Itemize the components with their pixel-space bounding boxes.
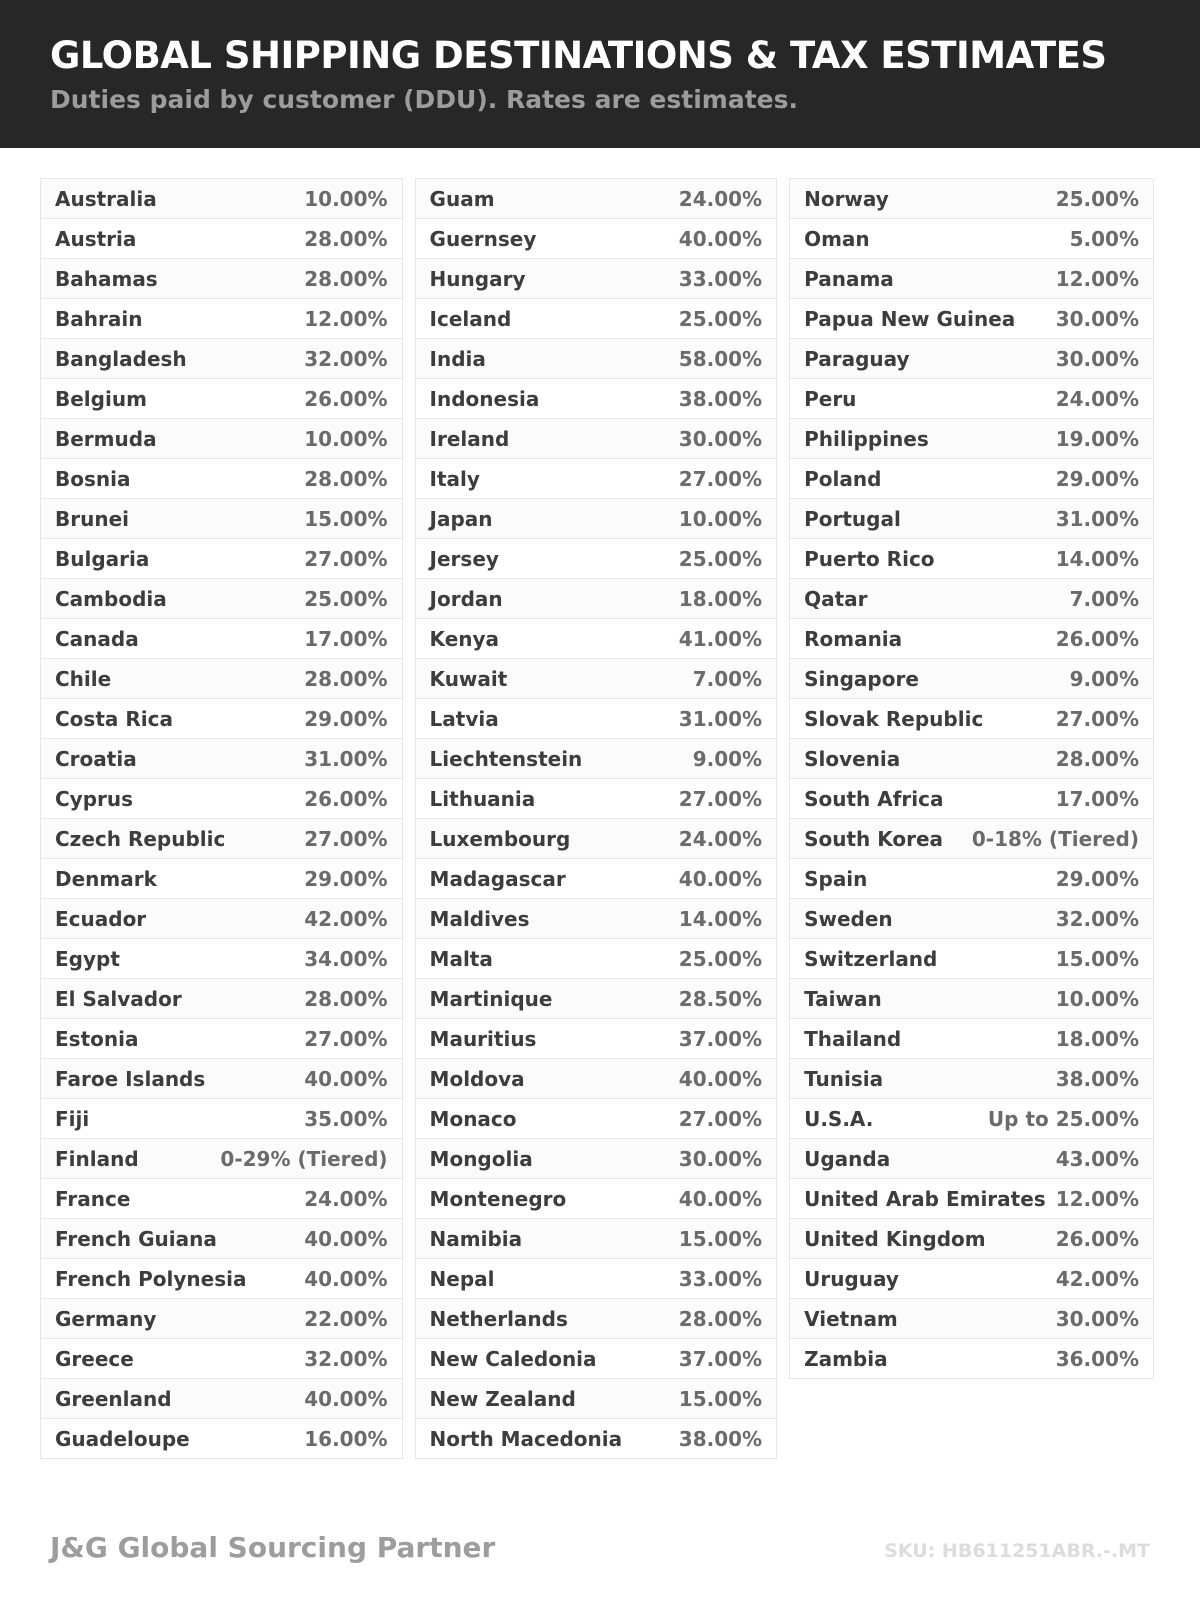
table-row: [789, 1219, 1154, 1259]
tax-rate: 37.00%: [678, 1346, 763, 1371]
tax-rate: Up to 25.00%: [987, 1106, 1140, 1131]
tax-rate: 29.00%: [304, 706, 388, 731]
table-row: [415, 1339, 778, 1379]
country-name: North Macedonia: [429, 1426, 623, 1451]
table-row: [789, 779, 1154, 819]
table-row: [789, 979, 1154, 1019]
country-name: Spain: [804, 866, 868, 891]
tax-rate: 9.00%: [692, 746, 763, 771]
tax-rate: 40.00%: [678, 1066, 763, 1091]
tax-rate: 28.00%: [304, 986, 388, 1011]
tax-rate: 32.00%: [1055, 906, 1140, 931]
country-name: Ireland: [429, 426, 510, 451]
country-name: Denmark: [55, 866, 157, 891]
table-row: [789, 339, 1154, 379]
country-name: France: [55, 1186, 131, 1211]
page-subtitle: Duties paid by customer (DDU). Rates are estimates.: [50, 85, 798, 114]
table-row: [40, 699, 403, 739]
page-title: GLOBAL SHIPPING DESTINATIONS & TAX ESTIMATES: [50, 34, 1107, 77]
country-name: Paraguay: [804, 346, 910, 371]
country-name: Latvia: [429, 706, 499, 731]
tax-rate: 5.00%: [1069, 226, 1140, 251]
tax-rate: 43.00%: [1055, 1146, 1140, 1171]
country-name: French Guiana: [55, 1226, 217, 1251]
country-name: Switzerland: [804, 946, 938, 971]
tax-rate: 42.00%: [304, 906, 388, 931]
table-row: [415, 979, 778, 1019]
country-name: Taiwan: [804, 986, 882, 1011]
country-name: French Polynesia: [55, 1266, 247, 1291]
country-name: United Kingdom: [804, 1226, 986, 1251]
tax-rate: 27.00%: [678, 1106, 763, 1131]
tax-rate: 41.00%: [678, 626, 763, 651]
table-row: [415, 1259, 778, 1299]
table-row: [415, 459, 778, 499]
tax-rate: 30.00%: [1055, 306, 1140, 331]
tax-rate: 34.00%: [304, 946, 388, 971]
table-row: [789, 739, 1154, 779]
table-row: [789, 1339, 1154, 1379]
tax-rate: 28.00%: [678, 1306, 763, 1331]
table-row: [789, 1299, 1154, 1339]
country-name: Bermuda: [55, 426, 157, 451]
tax-rate: 32.00%: [304, 1346, 388, 1371]
country-name: Croatia: [55, 746, 137, 771]
country-name: Greenland: [55, 1386, 172, 1411]
tax-rate: 9.00%: [1069, 666, 1140, 691]
table-row: [40, 1299, 403, 1339]
tax-rate: 10.00%: [304, 426, 388, 451]
table-row: [789, 419, 1154, 459]
tax-rate: 40.00%: [304, 1066, 388, 1091]
tax-rate: 30.00%: [1055, 346, 1140, 371]
country-name: Australia: [55, 186, 157, 211]
tax-rate: 27.00%: [1055, 706, 1140, 731]
country-name: Puerto Rico: [804, 546, 935, 571]
table-row: [789, 1099, 1154, 1139]
table-row: [40, 659, 403, 699]
country-name: Faroe Islands: [55, 1066, 206, 1091]
tax-rate: 16.00%: [304, 1426, 388, 1451]
tax-rate: 28.00%: [304, 666, 388, 691]
tax-rate: 0-29% (Tiered): [220, 1146, 388, 1171]
table-row: [40, 179, 403, 219]
country-name: Cambodia: [55, 586, 167, 611]
table-row: [40, 379, 403, 419]
table-row: [415, 1379, 778, 1419]
table-row: [40, 1219, 403, 1259]
country-name: Nepal: [429, 1266, 495, 1291]
table-row: [40, 219, 403, 259]
country-name: Canada: [55, 626, 139, 651]
tax-rate: 12.00%: [1055, 1186, 1140, 1211]
tax-rate: 30.00%: [1055, 1306, 1140, 1331]
table-row: [415, 299, 778, 339]
table-row: [40, 939, 403, 979]
tax-rate: 25.00%: [678, 946, 763, 971]
country-name: Guernsey: [429, 226, 537, 251]
table-row: [789, 499, 1154, 539]
table-row: [415, 259, 778, 299]
tax-rate: 26.00%: [304, 386, 388, 411]
tax-rate: 24.00%: [678, 186, 763, 211]
table-row: [40, 1379, 403, 1419]
tax-rate: 27.00%: [304, 826, 388, 851]
country-name: Costa Rica: [55, 706, 173, 731]
table-row: [415, 1099, 778, 1139]
tax-rate: 26.00%: [1055, 626, 1140, 651]
tax-rate: 17.00%: [1055, 786, 1140, 811]
table-row: [415, 419, 778, 459]
country-name: Moldova: [429, 1066, 525, 1091]
country-name: Estonia: [55, 1026, 139, 1051]
country-name: South Korea: [804, 826, 944, 851]
tax-rate: 40.00%: [304, 1266, 388, 1291]
tax-rate: 24.00%: [304, 1186, 388, 1211]
table-row: [415, 1219, 778, 1259]
table-row: [415, 779, 778, 819]
tax-rate: 27.00%: [678, 786, 763, 811]
tax-rate: 28.00%: [304, 226, 388, 251]
country-name: Papua New Guinea: [804, 306, 1016, 331]
tax-rate: 17.00%: [304, 626, 388, 651]
country-name: Portugal: [804, 506, 901, 531]
table-row: [789, 1139, 1154, 1179]
table-row: [415, 899, 778, 939]
country-name: Bosnia: [55, 466, 131, 491]
table-row: [415, 739, 778, 779]
table-row: [415, 1179, 778, 1219]
country-name: Jordan: [429, 586, 503, 611]
country-name: India: [429, 346, 486, 371]
table-row: [789, 939, 1154, 979]
table-row: [415, 179, 778, 219]
country-name: New Caledonia: [429, 1346, 597, 1371]
table-row: [789, 619, 1154, 659]
tax-rate: 15.00%: [304, 506, 388, 531]
table-row: [40, 1259, 403, 1299]
tax-rate: 28.50%: [678, 986, 763, 1011]
tax-rate: 19.00%: [1055, 426, 1140, 451]
table-row: [415, 499, 778, 539]
tax-rate: 28.00%: [304, 466, 388, 491]
table-row: [789, 899, 1154, 939]
country-name: Japan: [429, 506, 493, 531]
tax-rate: 25.00%: [678, 306, 763, 331]
table-row: [415, 1019, 778, 1059]
tax-rate: 31.00%: [304, 746, 388, 771]
country-name: Belgium: [55, 386, 147, 411]
table-row: [40, 899, 403, 939]
table-row: [415, 699, 778, 739]
tax-rate: 10.00%: [678, 506, 763, 531]
tax-rate: 14.00%: [1055, 546, 1140, 571]
table-row: [40, 539, 403, 579]
country-name: Maldives: [429, 906, 530, 931]
country-name: Mongolia: [429, 1146, 533, 1171]
tax-rate: 24.00%: [678, 826, 763, 851]
table-row: [789, 539, 1154, 579]
tax-rate: 10.00%: [304, 186, 388, 211]
country-name: Qatar: [804, 586, 868, 611]
tax-rate: 27.00%: [304, 546, 388, 571]
tax-rate: 28.00%: [1055, 746, 1140, 771]
table-row: [40, 419, 403, 459]
table-row: [415, 219, 778, 259]
table-row: [789, 1059, 1154, 1099]
country-name: Madagascar: [429, 866, 566, 891]
country-name: Panama: [804, 266, 894, 291]
tax-rate: 42.00%: [1055, 1266, 1140, 1291]
table-row: [40, 299, 403, 339]
country-name: El Salvador: [55, 986, 182, 1011]
country-name: Philippines: [804, 426, 929, 451]
country-name: Poland: [804, 466, 882, 491]
rates-column-2: [415, 178, 778, 1459]
country-name: Luxembourg: [429, 826, 571, 851]
country-name: Uruguay: [804, 1266, 899, 1291]
table-row: [415, 379, 778, 419]
table-row: [789, 1019, 1154, 1059]
country-name: Malta: [429, 946, 493, 971]
table-row: [415, 1419, 778, 1459]
tax-rate: 18.00%: [678, 586, 763, 611]
country-name: Bulgaria: [55, 546, 150, 571]
table-row: [40, 339, 403, 379]
table-row: [415, 539, 778, 579]
table-row: [789, 299, 1154, 339]
rates-column-1: [40, 178, 403, 1459]
tax-rate: 25.00%: [678, 546, 763, 571]
tax-rate: 35.00%: [304, 1106, 388, 1131]
table-row: [40, 499, 403, 539]
country-name: Germany: [55, 1306, 157, 1331]
table-row: [789, 1259, 1154, 1299]
table-row: [40, 859, 403, 899]
tax-rate: 38.00%: [1055, 1066, 1140, 1091]
table-row: [415, 659, 778, 699]
country-name: Slovenia: [804, 746, 901, 771]
tax-rate: 37.00%: [678, 1026, 763, 1051]
country-name: Zambia: [804, 1346, 888, 1371]
tax-rate: 33.00%: [678, 1266, 763, 1291]
header-banner: [0, 0, 1200, 148]
tax-rate: 38.00%: [678, 386, 763, 411]
tax-rate: 18.00%: [1055, 1026, 1140, 1051]
footer: [0, 1531, 1200, 1564]
country-name: Italy: [429, 466, 480, 491]
country-name: Bahrain: [55, 306, 143, 331]
country-name: Slovak Republic: [804, 706, 984, 731]
tax-rate: 22.00%: [304, 1306, 388, 1331]
table-row: [415, 819, 778, 859]
table-row: [789, 699, 1154, 739]
tax-rate: 32.00%: [304, 346, 388, 371]
country-name: Oman: [804, 226, 870, 251]
tax-rate: 27.00%: [678, 466, 763, 491]
table-row: [415, 579, 778, 619]
tax-rate: 29.00%: [1055, 466, 1140, 491]
tax-rate: 29.00%: [304, 866, 388, 891]
country-name: Lithuania: [429, 786, 536, 811]
country-name: South Africa: [804, 786, 944, 811]
country-name: Monaco: [429, 1106, 517, 1131]
country-name: Austria: [55, 226, 137, 251]
tax-rate: 40.00%: [304, 1386, 388, 1411]
table-row: [789, 219, 1154, 259]
table-row: [40, 619, 403, 659]
tax-rate: 30.00%: [678, 426, 763, 451]
tax-rate: 38.00%: [678, 1426, 763, 1451]
tax-rate: 25.00%: [304, 586, 388, 611]
country-name: Jersey: [429, 546, 499, 571]
tax-rate: 14.00%: [678, 906, 763, 931]
table-row: [40, 1059, 403, 1099]
rates-column-3: [789, 178, 1154, 1379]
rates-table: [0, 148, 1200, 1459]
tax-rate: 36.00%: [1055, 1346, 1140, 1371]
country-name: Kuwait: [429, 666, 508, 691]
country-name: New Zealand: [429, 1386, 576, 1411]
country-name: Vietnam: [804, 1306, 898, 1331]
tax-rate: 7.00%: [692, 666, 763, 691]
table-row: [415, 1299, 778, 1339]
table-row: [40, 1179, 403, 1219]
tax-rate: 31.00%: [678, 706, 763, 731]
country-name: Greece: [55, 1346, 134, 1371]
country-name: Brunei: [55, 506, 130, 531]
country-name: Norway: [804, 186, 889, 211]
tax-rate: 29.00%: [1055, 866, 1140, 891]
table-row: [40, 259, 403, 299]
tax-rate: 40.00%: [678, 866, 763, 891]
tax-rate: 15.00%: [1055, 946, 1140, 971]
tax-rate: 31.00%: [1055, 506, 1140, 531]
table-row: [40, 779, 403, 819]
country-name: Uganda: [804, 1146, 891, 1171]
country-name: Guadeloupe: [55, 1426, 190, 1451]
country-name: Finland: [55, 1146, 139, 1171]
tax-rate: 40.00%: [678, 1186, 763, 1211]
country-name: United Arab Emirates: [804, 1186, 1046, 1211]
table-row: [40, 979, 403, 1019]
country-name: Hungary: [429, 266, 526, 291]
tax-rate: 10.00%: [1055, 986, 1140, 1011]
country-name: Cyprus: [55, 786, 134, 811]
country-name: Bangladesh: [55, 346, 187, 371]
country-name: Singapore: [804, 666, 919, 691]
brand-name: J&G Global Sourcing Partner: [50, 1531, 496, 1564]
tax-rate: 58.00%: [678, 346, 763, 371]
country-name: Indonesia: [429, 386, 540, 411]
table-row: [789, 859, 1154, 899]
tax-rate: 15.00%: [678, 1386, 763, 1411]
table-row: [789, 659, 1154, 699]
tax-rate: 30.00%: [678, 1146, 763, 1171]
country-name: Czech Republic: [55, 826, 226, 851]
table-row: [789, 1179, 1154, 1219]
table-row: [789, 579, 1154, 619]
country-name: Ecuador: [55, 906, 147, 931]
tax-rate: 28.00%: [304, 266, 388, 291]
country-name: Peru: [804, 386, 857, 411]
sku-label: SKU: HB611251ABR.-.MT: [884, 1540, 1150, 1562]
table-row: [789, 459, 1154, 499]
tax-rate: 24.00%: [1055, 386, 1140, 411]
tax-rate: 0-18% (Tiered): [971, 826, 1140, 851]
table-row: [40, 1019, 403, 1059]
table-row: [40, 579, 403, 619]
country-name: Bahamas: [55, 266, 158, 291]
tax-rate: 15.00%: [678, 1226, 763, 1251]
table-row: [40, 1139, 403, 1179]
tax-rate: 7.00%: [1069, 586, 1140, 611]
table-row: [415, 1059, 778, 1099]
country-name: Romania: [804, 626, 903, 651]
table-row: [40, 1099, 403, 1139]
country-name: Tunisia: [804, 1066, 884, 1091]
tax-rate: 25.00%: [1055, 186, 1140, 211]
country-name: Kenya: [429, 626, 500, 651]
country-name: Sweden: [804, 906, 893, 931]
table-row: [415, 339, 778, 379]
table-row: [40, 739, 403, 779]
country-name: Namibia: [429, 1226, 523, 1251]
table-row: [789, 179, 1154, 219]
country-name: Chile: [55, 666, 112, 691]
table-row: [789, 819, 1154, 859]
tax-rate: 33.00%: [678, 266, 763, 291]
country-name: U.S.A.: [804, 1106, 874, 1131]
country-name: Iceland: [429, 306, 512, 331]
table-row: [40, 1339, 403, 1379]
country-name: Liechtenstein: [429, 746, 583, 771]
country-name: Guam: [429, 186, 495, 211]
tax-rate: 26.00%: [304, 786, 388, 811]
country-name: Martinique: [429, 986, 553, 1011]
country-name: Egypt: [55, 946, 120, 971]
table-row: [789, 259, 1154, 299]
tax-rate: 26.00%: [1055, 1226, 1140, 1251]
table-row: [40, 459, 403, 499]
tax-rate: 27.00%: [304, 1026, 388, 1051]
table-row: [789, 379, 1154, 419]
country-name: Mauritius: [429, 1026, 537, 1051]
table-row: [415, 619, 778, 659]
tax-rate: 40.00%: [678, 226, 763, 251]
country-name: Montenegro: [429, 1186, 567, 1211]
tax-rate: 12.00%: [1055, 266, 1140, 291]
table-row: [40, 1419, 403, 1459]
table-row: [415, 859, 778, 899]
table-row: [40, 819, 403, 859]
tax-rate: 12.00%: [304, 306, 388, 331]
table-row: [415, 1139, 778, 1179]
table-row: [415, 939, 778, 979]
tax-rate: 40.00%: [304, 1226, 388, 1251]
country-name: Thailand: [804, 1026, 902, 1051]
country-name: Netherlands: [429, 1306, 568, 1331]
country-name: Fiji: [55, 1106, 90, 1131]
